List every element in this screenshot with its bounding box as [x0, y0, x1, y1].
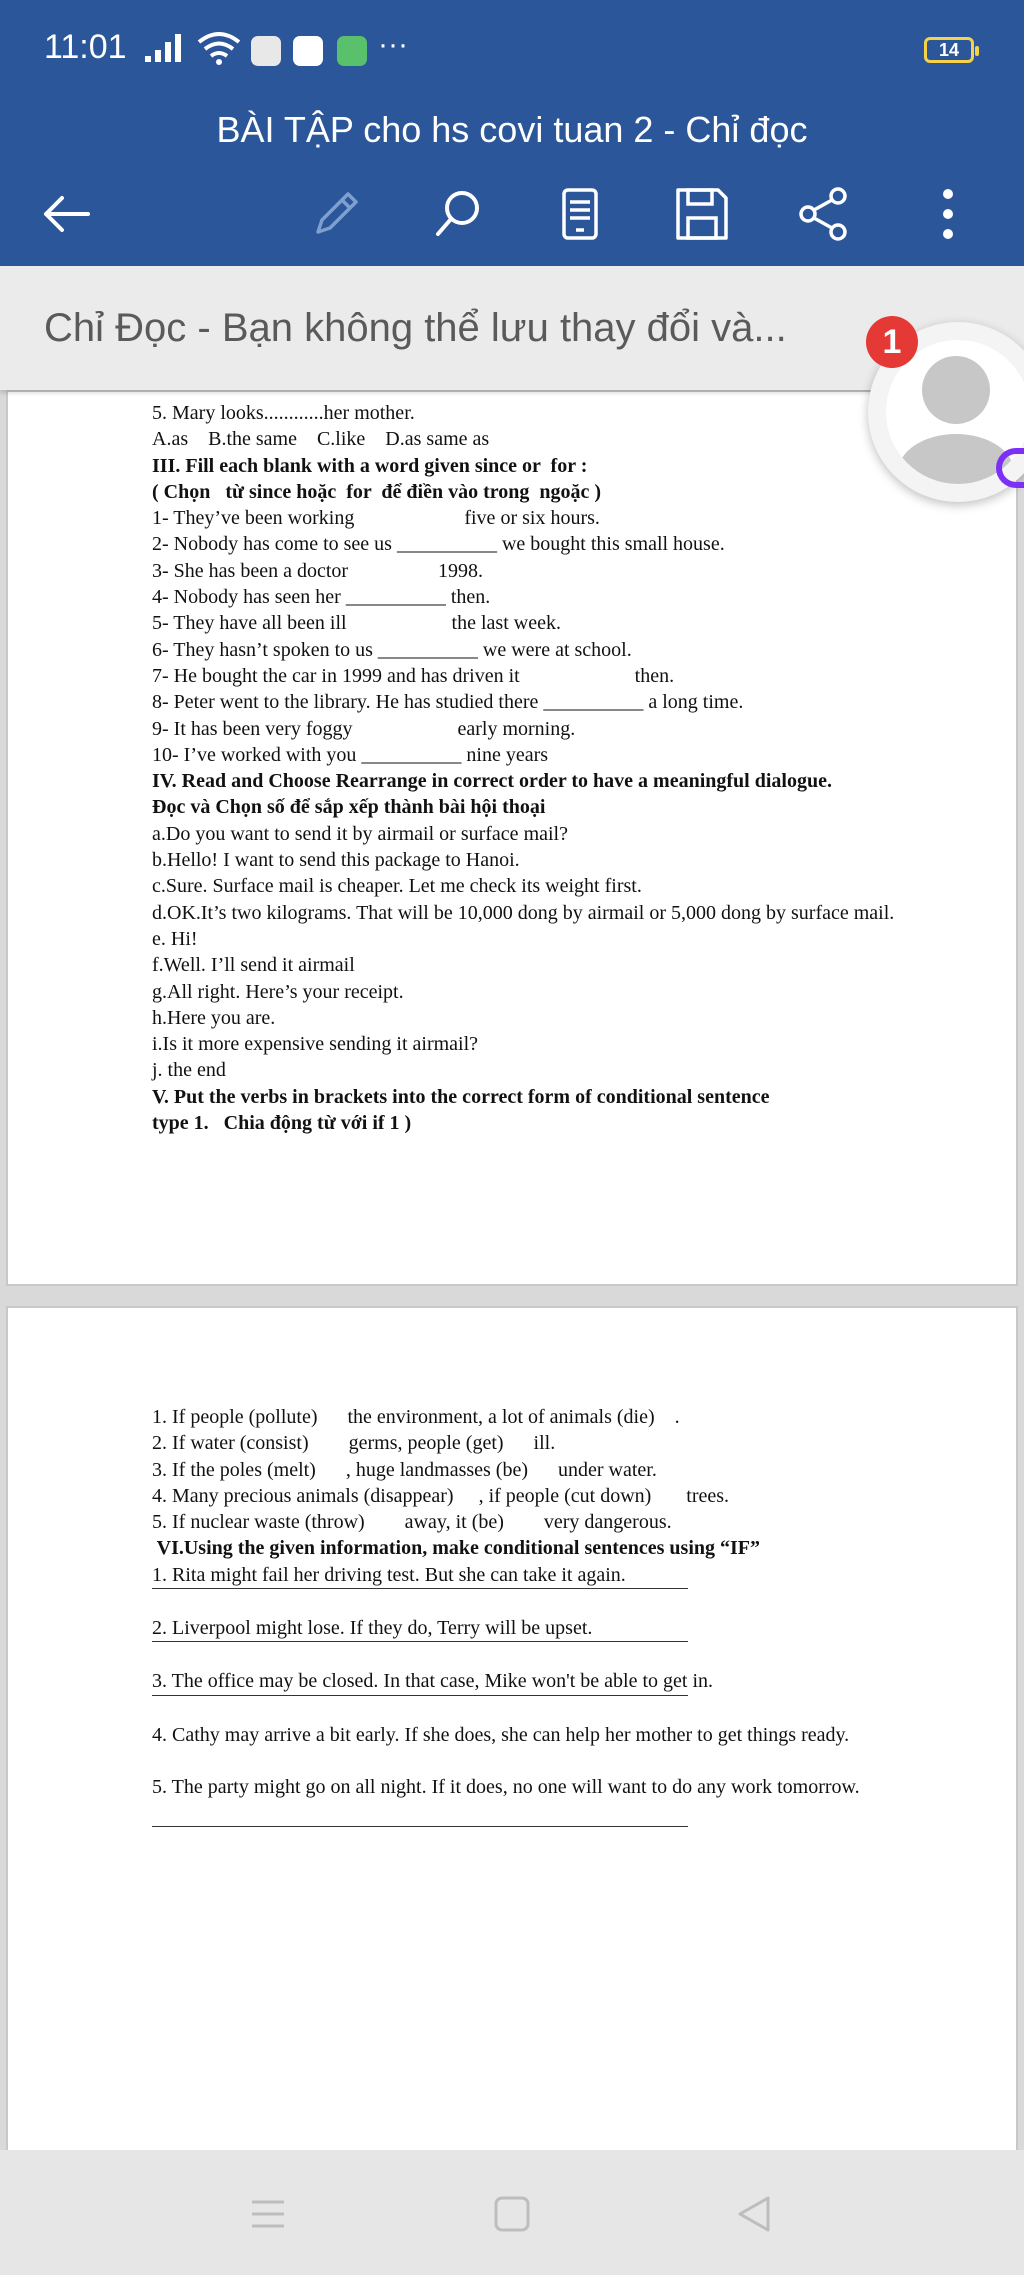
search-button[interactable]	[430, 186, 486, 242]
text-line: f.Well. I’ll send it airmail	[152, 954, 355, 977]
status-bar	[0, 0, 1024, 100]
text-line: 9- It has been very foggy early morning.	[152, 717, 576, 740]
text-line: d.OK.It’s two kilograms. That will be 10,000 dong by airmail or 5,000 dong by surface mail.	[152, 901, 895, 924]
answer-line	[152, 1800, 688, 1827]
notification-badge: 1	[866, 316, 918, 368]
text-line: 6- They hasn’t spoken to us __________ we were at school.	[152, 638, 632, 661]
document-title: BÀI TẬP cho hs covi tuan 2 - Chỉ đọc	[0, 100, 1024, 160]
text-line: 5. The party might go on all night. If it does, no one will want to do any work tomorrow.	[152, 1775, 860, 1798]
text-line: g.All right. Here’s your receipt.	[152, 980, 404, 1003]
section-heading: V. Put the verbs in brackets into the correct form of conditional sentence	[152, 1085, 770, 1108]
text-line: type 1. Chia động từ với if 1 )	[152, 1112, 412, 1135]
answer-line	[152, 1641, 688, 1668]
page-2-content	[152, 1404, 922, 1827]
text-line: 5. Mary looks............her mother.	[152, 402, 415, 424]
read-only-banner[interactable]: Chỉ Đọc - Bạn không thể lưu thay đổi và...	[0, 266, 1024, 390]
text-line: ( Chọn từ since hoặc for để điền vào trong ngoặc )	[152, 480, 602, 503]
text-line: 7- He bought the car in 1999 and has driven it then.	[152, 664, 675, 687]
document-page-2	[6, 1306, 1018, 2176]
search-icon	[430, 186, 486, 242]
text-line: 1- They’ve been working five or six hours.	[152, 507, 600, 530]
document-page-1	[6, 390, 1018, 1286]
battery-icon: 14	[924, 37, 974, 63]
edit-button[interactable]	[308, 186, 364, 242]
text-line: 1. If people (pollute) the environment, a lot of animals (die) .	[152, 1406, 680, 1428]
back-button[interactable]	[38, 186, 94, 242]
text-line: e. Hi!	[152, 927, 198, 950]
save-icon	[674, 186, 730, 242]
text-line: 8- Peter went to the library. He has studied there __________ a long time.	[152, 691, 744, 714]
text-line: 3- She has been a doctor 1998.	[152, 559, 484, 582]
text-line: 3. The office may be closed. In that case, Mike won't be able to get in.	[152, 1670, 714, 1693]
save-button[interactable]	[674, 186, 730, 242]
text-line: 2- Nobody has come to see us __________ we bought this small house.	[152, 533, 725, 556]
status-time: 11:01	[44, 28, 127, 66]
reading-view-button[interactable]	[552, 186, 608, 242]
signal-icon	[145, 30, 189, 64]
more-vertical-icon	[920, 186, 976, 242]
answer-line	[152, 1695, 688, 1722]
home-square-icon[interactable]	[492, 2194, 532, 2234]
text-line: A.as B.the same C.like D.as same as	[152, 428, 490, 451]
text-line: 2. If water (consist) germs, people (get) ill.	[152, 1432, 556, 1455]
page-1-content	[152, 400, 922, 1136]
notification-app-icon-green	[337, 36, 367, 66]
text-line: j. the end	[152, 1059, 226, 1082]
more-notifications-icon: ···	[378, 28, 408, 61]
section-heading: IV. Read and Choose Rearrange in correct order to have a meaningful dialogue.	[152, 770, 832, 793]
back-triangle-icon[interactable]	[734, 2194, 774, 2234]
text-line: 3. If the poles (melt) , huge landmasses (be) under water.	[152, 1458, 657, 1481]
share-icon	[796, 186, 852, 242]
section-heading: III. Fill each blank with a word given since or for :	[152, 454, 588, 477]
text-line: b.Hello! I want to send this package to Hanoi.	[152, 849, 520, 872]
text-line: Đọc và Chọn số để sắp xếp thành bài hội thoại	[152, 796, 546, 819]
text-line: a.Do you want to send it by airmail or surface mail?	[152, 822, 568, 845]
text-line: 4- Nobody has seen her __________ then.	[152, 586, 491, 609]
toolbar	[0, 160, 1024, 266]
text-line: 4. Cathy may arrive a bit early. If she does, she can help her mother to get things ready.	[152, 1723, 850, 1746]
wifi-icon	[197, 30, 241, 66]
arrow-left-icon	[38, 186, 94, 242]
system-nav-bar	[0, 2150, 1024, 2275]
text-line: 1. Rita might fail her driving test. But she can take it again.	[152, 1563, 626, 1586]
text-line: 5. If nuclear waste (throw) away, it (be) very dangerous.	[152, 1511, 672, 1534]
text-line: 4. Many precious animals (disappear) , if people (cut down) trees.	[152, 1484, 730, 1507]
reading-view-icon	[552, 186, 608, 242]
share-button[interactable]	[796, 186, 852, 242]
blank-line	[152, 1748, 922, 1774]
answer-line	[152, 1588, 688, 1615]
text-line: 5- They have all been ill the last week.	[152, 612, 561, 635]
messenger-icon	[293, 36, 323, 66]
section-heading: VI.Using the given information, make conditional sentences using “IF”	[152, 1537, 761, 1560]
text-line: i.Is it more expensive sending it airmail?	[152, 1033, 479, 1056]
pencil-icon	[308, 186, 364, 242]
more-options-button[interactable]	[920, 186, 976, 242]
text-line: c.Sure. Surface mail is cheaper. Let me check its weight first.	[152, 875, 642, 898]
notification-app-icon	[251, 36, 281, 66]
menu-icon[interactable]	[248, 2194, 288, 2234]
text-line: h.Here you are.	[152, 1006, 276, 1029]
text-line: 2. Liverpool might lose. If they do, Terry will be upset.	[152, 1617, 593, 1640]
text-line: 10- I’ve worked with you __________ nine years	[152, 743, 549, 766]
